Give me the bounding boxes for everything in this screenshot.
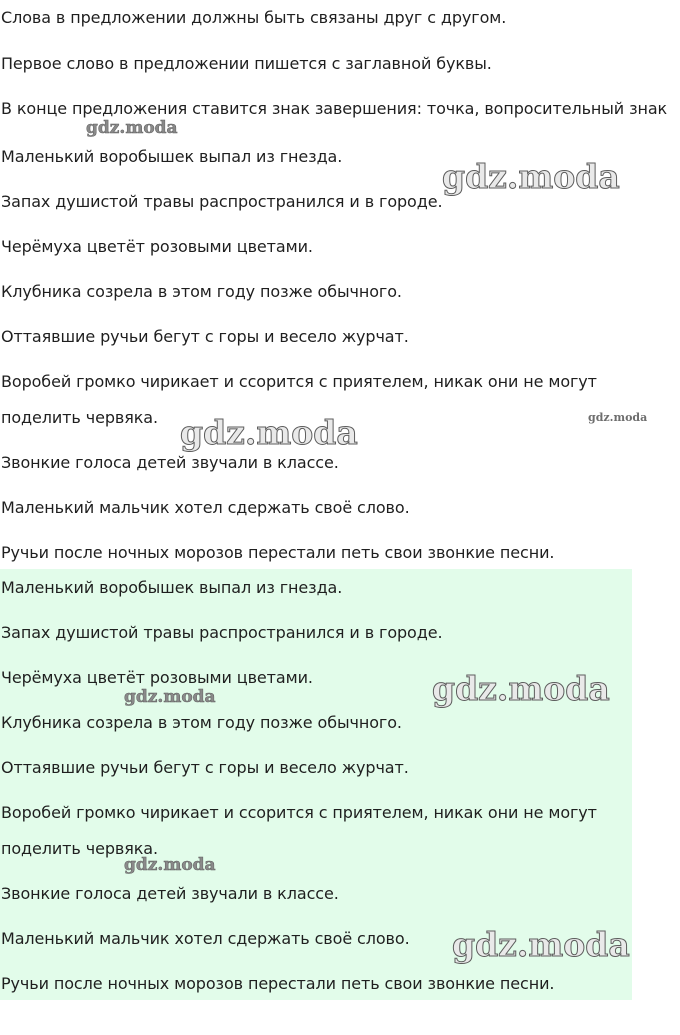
watermark-logo: gdz.moda: [180, 413, 358, 452]
watermark-logo: gdz.moda: [124, 687, 216, 707]
watermark-logo: gdz.moda: [86, 118, 178, 138]
watermark-logo: gdz.moda: [442, 157, 620, 196]
watermark-logo: gdz.moda: [432, 669, 610, 708]
exercise-sentence: Звонкие голоса детей звучали в классе.: [1, 453, 339, 472]
exercise-sentence: Воробей громко чирикает и ссорится с приятелем, никак они не могут: [1, 372, 597, 391]
watermark-logo: gdz.moda: [452, 925, 630, 964]
answer-sentence: Маленький мальчик хотел сдержать своё слово.: [1, 929, 410, 948]
answer-sentence: Звонкие голоса детей звучали в классе.: [1, 884, 339, 903]
exercise-sentence: Оттаявшие ручьи бегут с горы и весело журчат.: [1, 327, 409, 346]
watermark-logo: gdz.moda: [124, 855, 216, 875]
answer-sentence: Воробей громко чирикает и ссорится с приятелем, никак они не могут: [1, 803, 597, 822]
exercise-sentence: Ручьи после ночных морозов перестали петь свои звонкие песни.: [1, 543, 555, 562]
exercise-sentence: Черёмуха цветёт розовыми цветами.: [1, 237, 313, 256]
exercise-sentence: Клубника созрела в этом году позже обычного.: [1, 282, 402, 301]
watermark-logo: gdz.moda: [588, 411, 648, 424]
exercise-sentence: Маленький мальчик хотел сдержать своё слово.: [1, 498, 410, 517]
answer-sentence: Клубника созрела в этом году позже обычного.: [1, 713, 402, 732]
theory-line: В конце предложения ставится знак завершения: точка, вопросительный знак: [1, 99, 668, 118]
answer-sentence: поделить червяка.: [1, 839, 158, 858]
answer-sentence: Ручьи после ночных морозов перестали петь свои звонкие песни.: [1, 974, 555, 993]
answer-sentence: Маленький воробышек выпал из гнезда.: [1, 578, 343, 597]
answer-sentence: Запах душистой травы распространился и в городе.: [1, 623, 443, 642]
theory-line: Слова в предложении должны быть связаны друг с другом.: [1, 8, 507, 27]
exercise-sentence: Запах душистой травы распространился и в городе.: [1, 192, 443, 211]
theory-line: Первое слово в предложении пишется с заглавной буквы.: [1, 54, 492, 73]
answer-sentence: Оттаявшие ручьи бегут с горы и весело журчат.: [1, 758, 409, 777]
exercise-sentence: поделить червяка.: [1, 408, 158, 427]
exercise-sentence: Маленький воробышек выпал из гнезда.: [1, 147, 343, 166]
answer-sentence: Черёмуха цветёт розовыми цветами.: [1, 668, 313, 687]
